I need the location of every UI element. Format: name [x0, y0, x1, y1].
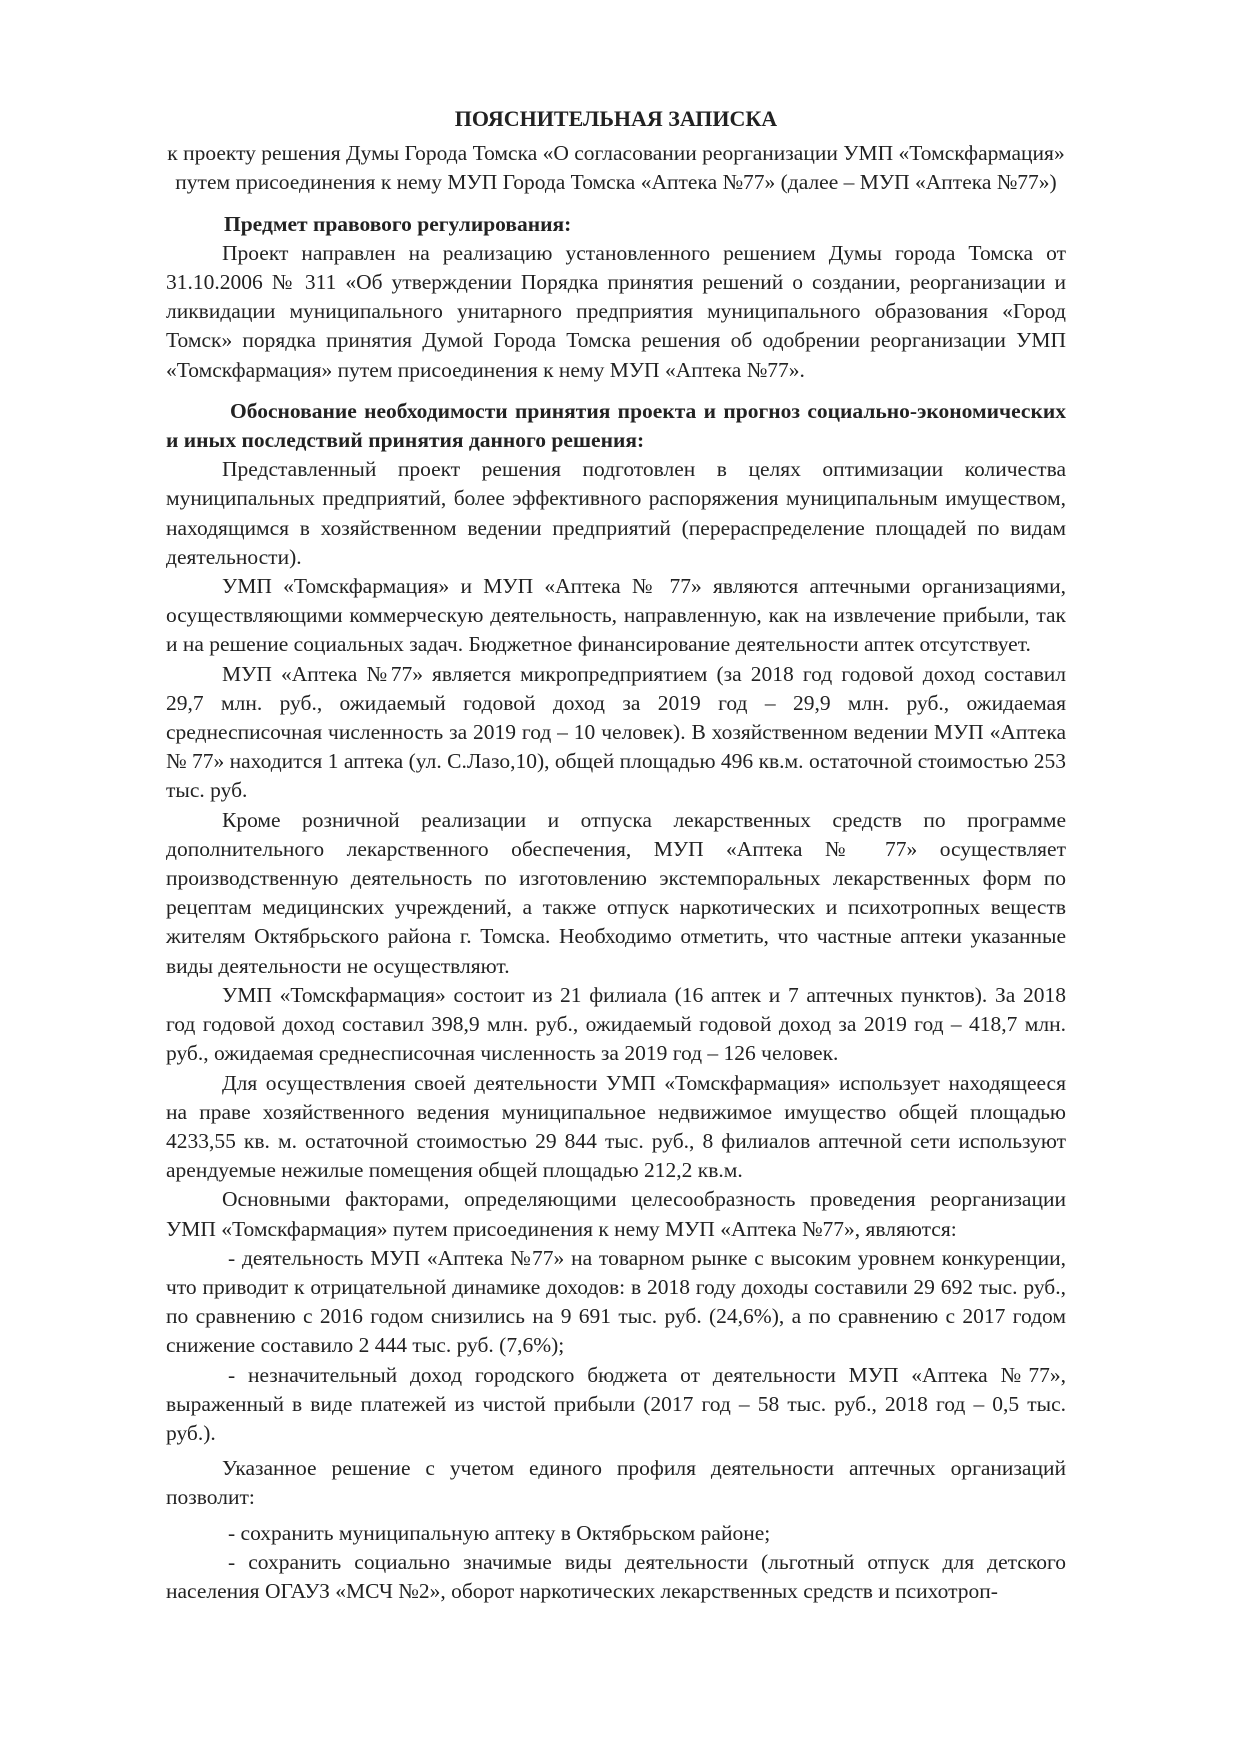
document-page [166, 104, 1066, 1606]
list-item: - деятельность МУП «Аптека №77» на товарном рынке с высоким уровнем конкуренции, что приводит к отрицательной динамике доходов: в 2018 году доходы составили 29 692 тыс. руб., по сравнению с 2016 годом снизились на 9 691 тыс. руб. (24,6%), а по сравнению с 2017 годом снижение составило 2 444 тыс. руб. (7,6%); [166, 1245, 1066, 1358]
list-item: - сохранить социально значимые виды деятельности (льготный отпуск для детского населения ОГАУЗ «МСЧ №2», оборот наркотических лекарственных средств и психотроп- [166, 1549, 1066, 1603]
document-title: ПОЯСНИТЕЛЬНАЯ ЗАПИСКА [454, 106, 778, 131]
list-item: - сохранить муниципальную аптеку в Октябрьском районе; [228, 1520, 771, 1545]
paragraph: Для осуществления своей деятельности УМП «Томскфармация» использует находящееся на праве хозяйственного ведения муниципальное недвижимое имущество общей площадью 4233,55 кв. м. остаточной стоимостью 29 844 тыс. руб., 8 филиалов аптечной сети используют арендуемые нежилые помещения общей площадью 212,2 кв.м. [166, 1070, 1066, 1183]
paragraph: Основными факторами, определяющими целесообразность проведения реорганизации УМП «Томскфармация» путем присоединения к нему МУП «Аптека №77», являются: [166, 1187, 1066, 1241]
section-heading-justification [166, 397, 1066, 455]
paragraph: Кроме розничной реализации и отпуска лекарственных средств по программе дополнительного лекарственного обеспечения, МУП «Аптека № 77» осуществляет производственную деятельность по изготовлению экстемпоральных лекарственных форм по рецептам медицинских учреждений, а также отпуск наркотических и психотропных веществ жителям Октябрьского района г. Томска. Необходимо отметить, что частные аптеки указанные виды деятельности не осуществляют. [166, 807, 1066, 978]
paragraph: Указанное решение с учетом единого профиля деятельности аптечных организаций позволит: [166, 1456, 1066, 1510]
document-subtitle: к проекту решения Думы Города Томска «О согласовании реорганизации УМП «Томскфармация» путем присоединения к нему МУП Города Томска «Аптека №77» (далее – МУП «Аптека №77») [167, 141, 1065, 195]
paragraph: УМП «Томскфармация» и МУП «Аптека № 77» являются аптечными организациями, осуществляющими коммерческую деятельность, направленную, как на извлечение прибыли, так и на решение социальных задач. Бюджетное финансирование деятельности аптек отсутствует. [166, 574, 1066, 657]
paragraph: Представленный проект решения подготовлен в целях оптимизации количества муниципальных предприятий, более эффективного распоряжения муниципальным имуществом, находящимся в хозяйственном ведении предприятий (перераспределение площадей по видам деятельности). [166, 457, 1066, 569]
paragraph: МУП «Аптека №77» является микропредприятием (за 2018 год годовой доход составил 29,7 млн. руб., ожидаемый годовой доход за 2019 год – 29,9 млн. руб., ожидаемая среднесписочная численность за 2019 год – 10 человек). В хозяйственном ведении МУП «Аптека № 77» находится 1 аптека (ул. С.Лазо,10), общей площадью 496 кв.м. остаточной стоимостью 253 тыс. руб. [166, 661, 1066, 803]
list-item: - незначительный доход городского бюджета от деятельности МУП «Аптека №77», выраженный в виде платежей из чистой прибыли (2017 год – 58 тыс. руб., 2018 год – 0,5 тыс. руб.). [166, 1362, 1066, 1445]
paragraph: УМП «Томскфармация» состоит из 21 филиала (16 аптек и 7 аптечных пунктов). За 2018 год годовой доход составил 398,9 млн. руб., ожидаемый годовой доход за 2019 год – 418,7 млн. руб., ожидаемая среднесписочная численность за 2019 год – 126 человек. [166, 982, 1066, 1066]
section-heading-subject: Предмет правового регулирования: [224, 211, 572, 236]
paragraph: Проект направлен на реализацию установленного решением Думы города Томска от 31.10.2006 № 311 «Об утверждении Порядка принятия решений о создании, реорганизации и ликвидации муниципального унитарного предприятия муниципального образования «Город Томск» порядка принятия Думой Города Томска решения об одобрении реорганизации УМП «Томскфармация» путем присоединения к нему МУП «Аптека №77». [166, 240, 1066, 382]
section-heading-text: Обоснование необходимости принятия проекта и прогноз социально-экономических и иных последствий принятия данного решения: [166, 398, 1066, 453]
